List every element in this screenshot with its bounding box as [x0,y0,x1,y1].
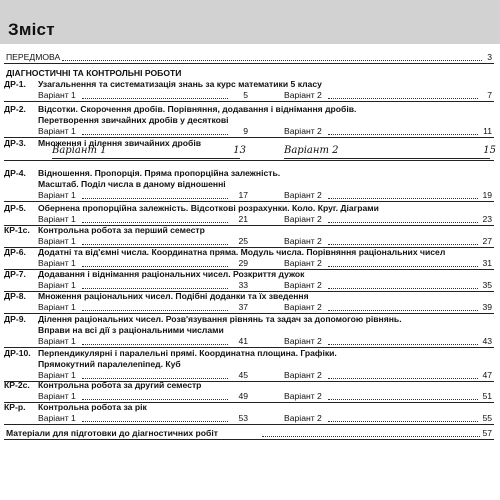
materials-leader [262,436,480,437]
entry-title: Перетворення звичайних дробів у десяткові [38,115,229,125]
variant-1-page: 45 [238,370,248,380]
entry-code: ДР-3. [4,138,26,148]
variant-1-page: 33 [238,280,248,290]
entry-rule [4,201,494,202]
variant-1-leader [82,266,228,267]
variant-1-page: 37 [238,302,248,312]
variant-1-page: 13 [233,145,246,156]
variant-2-label: Варіант 2 [284,126,322,136]
variant-1-leader [82,98,228,99]
variant-1-page: 9 [243,126,248,136]
variant-2-label: Варіант 2 [284,370,322,380]
entry-title: Прямокутний паралелепіпед. Куб [38,359,181,369]
page-title: Зміст [8,20,55,39]
variant-2-leader [328,134,478,135]
variant-1-leader [82,310,228,311]
variant-1-leader [82,244,228,245]
variant-2-leader [328,344,478,345]
entry-title: Ділення раціональних чисел. Розв'язування рівнянь та задач за допомогою рівнянь. [38,314,402,324]
variant-1-label: Варіант 1 [38,236,76,246]
variant-2-page: 27 [482,236,492,246]
variant-1-label: Варіант 1 [38,90,76,100]
variant-2-label: Варіант 2 [284,90,322,100]
variant-2-page: 15 [483,145,496,156]
variant-2-page: 55 [482,413,492,423]
variant-1-leader [82,134,228,135]
variant-2-label: Варіант 2 [284,190,322,200]
variant-2-page: 23 [482,214,492,224]
variant-1-label: Варіант 1 [38,413,76,423]
section-heading: ДІАГНОСТИЧНІ ТА КОНТРОЛЬНІ РОБОТИ [6,68,182,78]
variant-2-label: Варіант 2 [284,336,322,346]
entry-title: Масштаб. Поділ числа в даному відношенні [38,179,226,189]
variant-1-label: Варіант 1 [38,258,76,268]
variant-1-label: Варіант 1 [38,391,76,401]
entry-code: ДР-6. [4,247,26,257]
variant-1-leader [82,378,228,379]
variant-2-page: 7 [487,90,492,100]
variant-2-leader [328,222,478,223]
variant-1-page: 41 [238,336,248,346]
variant-2-page: 19 [482,190,492,200]
variant-2-leader [328,310,478,311]
preface-rule [4,63,494,64]
variant-1-label: Варіант 1 [38,280,76,290]
variant-1-label: Варіант 1 [52,145,107,156]
variant-2-label: Варіант 2 [284,258,322,268]
entry-title: Контрольна робота за рік [38,402,147,412]
variant-1-leader [82,344,228,345]
variant-1-leader [82,421,228,422]
entry-title: Обернена пропорційна залежність. Відсоткові розрахунки. Коло. Круг. Діаграми [38,203,379,213]
entry-title: Відсотки. Скорочення дробів. Порівняння, додавання і віднімання дробів. [38,104,357,114]
variant-2-page: 51 [482,391,492,401]
variant-2-leader [328,421,478,422]
materials-label: Матеріали для підготовки до діагностичних робіт [6,428,218,438]
variant-2-leader [328,288,478,289]
preface-leader [62,60,482,61]
entry-code: ДР-7. [4,269,26,279]
variant-1-leader [82,222,228,223]
variant-2-label: Варіант 2 [284,214,322,224]
entry-code: ДР-5. [4,203,26,213]
variant-1-label: Варіант 1 [38,370,76,380]
variant-1-page: 17 [238,190,248,200]
variant-2-leader [328,399,478,400]
entry-title: Множення раціональних чисел. Подібні доданки та їх зведення [38,291,309,301]
entry-code: КР-р. [4,402,26,412]
entry-title: Контрольна робота за другий семестр [38,380,202,390]
variant-1-page: 25 [238,236,248,246]
variant-1-leader [82,198,228,199]
entry-code: ДР-8. [4,291,26,301]
entry-title: Додавання і віднімання раціональних чисел. Розкриття дужок [38,269,305,279]
preface-page: 3 [487,52,492,62]
entry-title: Перпендикулярні і паралельні прямі. Координатна площина. Графіки. [38,348,337,358]
variant-2-leader [328,378,478,379]
variant-2-page: 39 [482,302,492,312]
entry-title: Відношення. Пропорція. Пряма пропорційна залежність. [38,168,281,178]
variant-1-leader [52,158,240,159]
entry-code: ДР-2. [4,104,26,114]
entry-title: Множення і ділення звичайних дробів [38,138,202,148]
variant-2-leader [328,98,478,99]
variant-2-leader [328,198,478,199]
entry-title: Контрольна робота за перший семестр [38,225,205,235]
variant-1-label: Варіант 1 [38,126,76,136]
variant-1-leader [82,288,228,289]
variant-2-page: 35 [482,280,492,290]
entry-code: ДР-9. [4,314,26,324]
entry-rule [4,101,494,102]
variant-2-leader [328,266,478,267]
entry-title: Узагальнення та систематизація знань за курс математики 5 класу [38,79,322,89]
entry-code: ДР-4. [4,168,26,178]
variant-1-label: Варіант 1 [38,214,76,224]
materials-page: 57 [482,428,492,438]
entry-code: КР-2с. [4,380,30,390]
entry-title: Вправи на всі дії з раціональними числами [38,325,224,335]
variant-2-page: 47 [482,370,492,380]
variant-1-leader [82,399,228,400]
variant-1-page: 5 [243,90,248,100]
variant-1-label: Варіант 1 [38,190,76,200]
variant-1-page: 53 [238,413,248,423]
variant-2-leader [284,158,490,159]
variant-2-page: 43 [482,336,492,346]
materials-rule [4,439,494,440]
variant-2-label: Варіант 2 [284,236,322,246]
entry-code: КР-1с. [4,225,30,235]
variant-2-label: Варіант 2 [284,280,322,290]
entry-rule [4,160,494,161]
entry-code: ДР-1. [4,79,26,89]
variant-2-leader [328,244,478,245]
variant-2-label: Варіант 2 [284,413,322,423]
variant-2-label: Варіант 2 [284,391,322,401]
variant-1-page: 49 [238,391,248,401]
entry-rule [4,424,494,425]
variant-1-page: 29 [238,258,248,268]
preface-label: ПЕРЕДМОВА [6,52,61,62]
variant-2-label: Варіант 2 [284,302,322,312]
variant-2-label: Варіант 2 [284,145,339,156]
entry-title: Додатні та від'ємні числа. Координатна пряма. Модуль числа. Порівняння раціональних чисел [38,247,446,257]
variant-2-page: 31 [482,258,492,268]
entry-code: ДР-10. [4,348,31,358]
variant-1-page: 21 [238,214,248,224]
variant-1-label: Варіант 1 [38,302,76,312]
variant-2-page: 11 [483,126,492,136]
variant-1-label: Варіант 1 [38,336,76,346]
